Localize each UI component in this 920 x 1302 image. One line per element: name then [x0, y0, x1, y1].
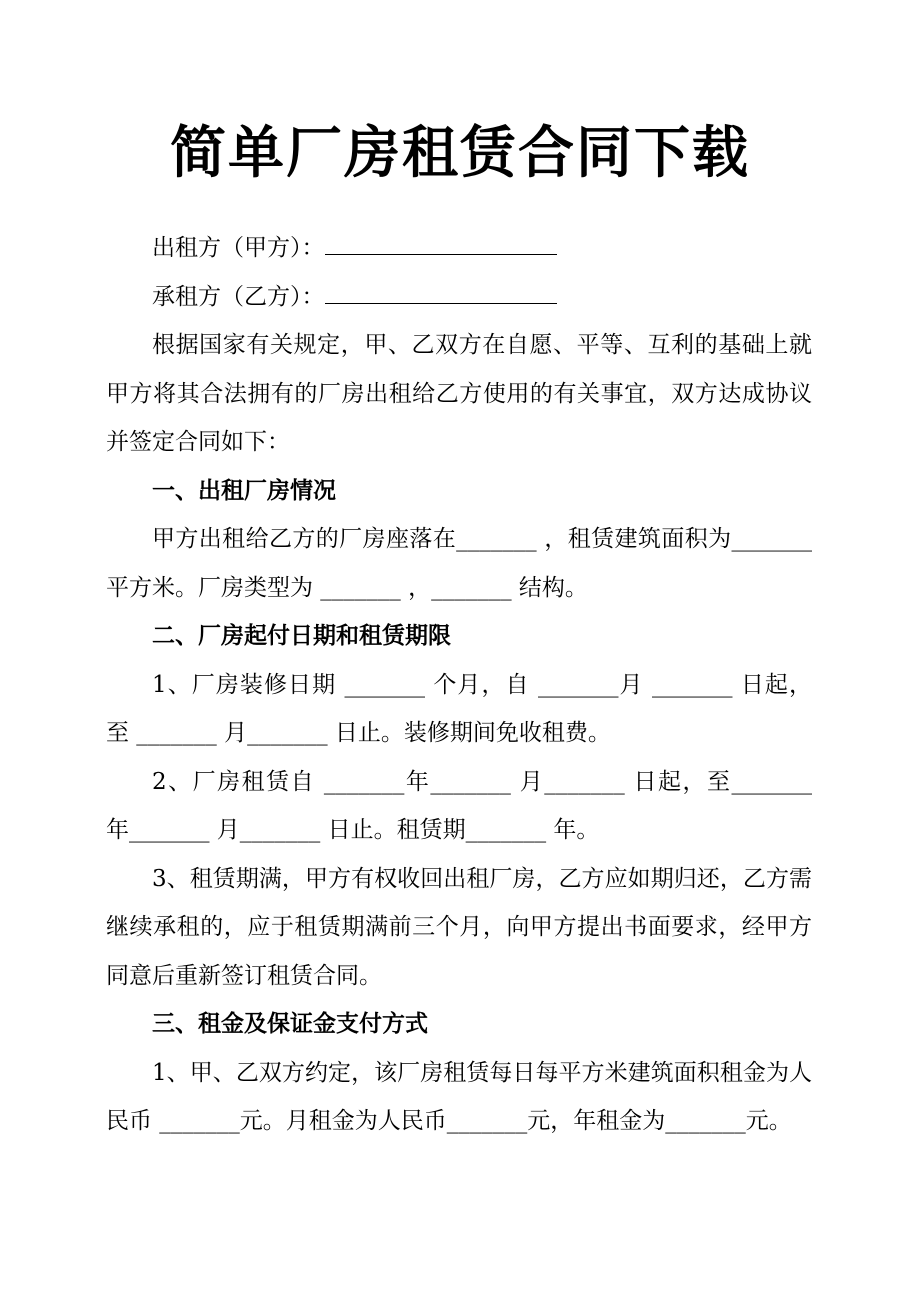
lessee-label: 承租方（乙方）： [152, 283, 325, 310]
lessor-blank [325, 253, 557, 255]
section2-item-3: 3、租赁期满，甲方有权收回出租厂房，乙方应如期归还，乙方需继续承租的，应于租赁期满前三个月，向甲方提出书面要求，经甲方同意后重新签订租赁合同。 [106, 865, 812, 989]
lessor-label: 出租方（甲方）： [152, 235, 325, 261]
lessor-line [106, 224, 812, 273]
section2-item-2: 2、厂房租赁自 _______年_______ 月_______ 日起，至_______ 年_______ 月_______ 日止。租赁期_______ 年。 [106, 768, 812, 843]
section2-item-1: 1、厂房装修日期 _______ 个月，自 _______月 _______ 日起，至 _______ 月_______ 日止。装修期间免收租费。 [106, 671, 812, 746]
document-title: 简单厂房租赁合同下载 [170, 121, 750, 186]
section3-item-1: 1、甲、乙双方约定，该厂房租赁每日每平方米建筑面积租金为人民币 _______元。月租金为人民币_______元，年租金为_______元。 [106, 1059, 812, 1134]
section2-heading: 二、厂房起付日期和租赁期限 [152, 623, 451, 649]
lessee-line [106, 273, 812, 322]
lessee-blank [325, 302, 557, 304]
intro-paragraph: 根据国家有关规定，甲、乙双方在自愿、平等、互利的基础上就甲方将其合法拥有的厂房出租给乙方使用的有关事宜，双方达成协议并签定合同如下： [106, 332, 812, 455]
document-body [106, 224, 812, 1146]
section1-heading: 一、出租厂房情况 [152, 477, 336, 504]
section1-paragraph: 甲方出租给乙方的厂房座落在_______ ，租赁建筑面积为_______ 平方米。厂房类型为 _______ ，_______ 结构。 [106, 526, 812, 601]
section3-heading: 三、租金及保证金支付方式 [152, 1011, 428, 1037]
